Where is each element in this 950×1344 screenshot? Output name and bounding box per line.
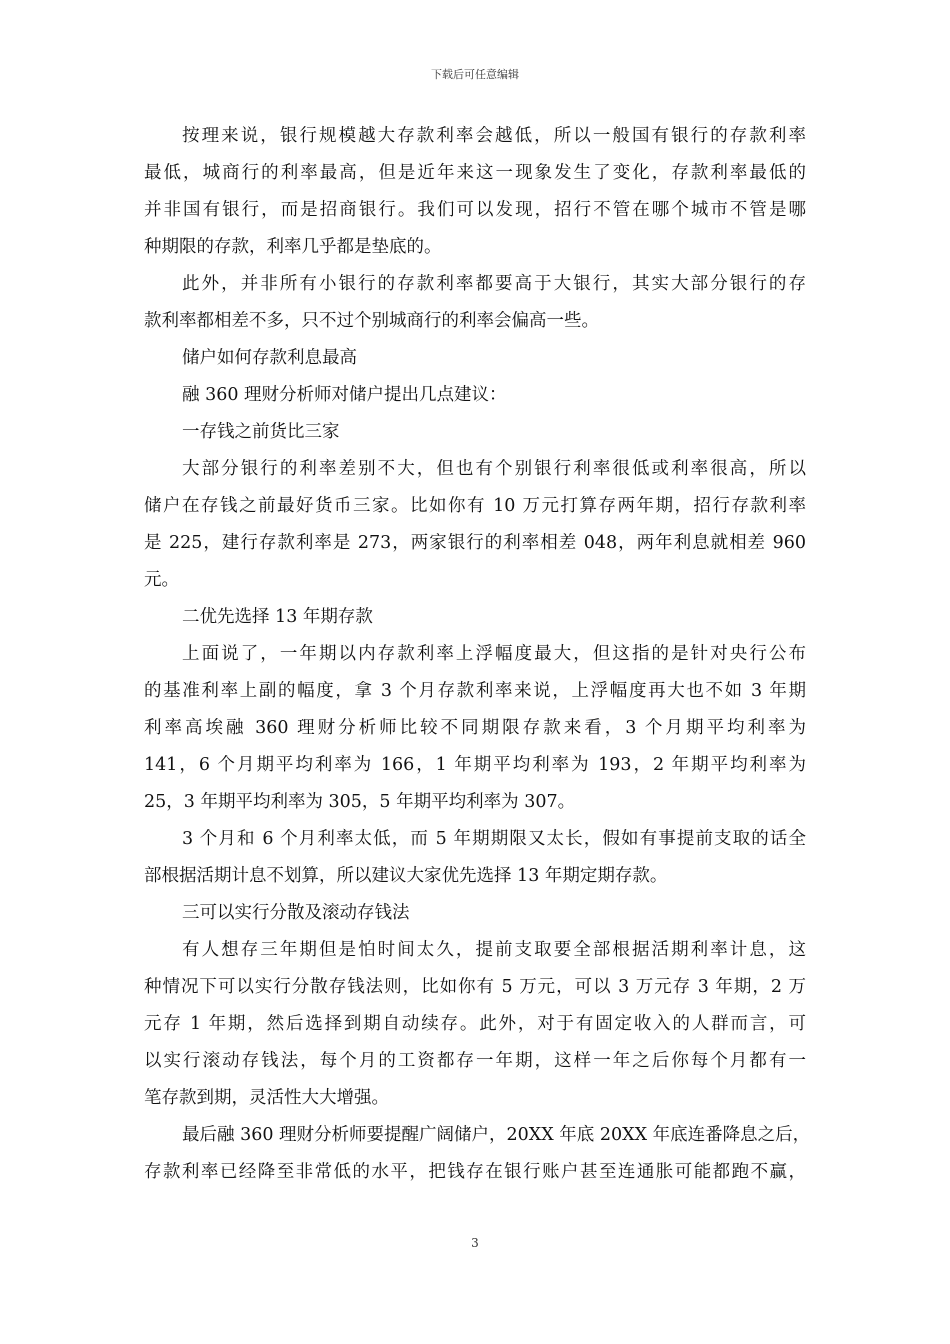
paragraph-line: 的基准利率上副的幅度，拿 3 个月存款利率来说，上浮幅度再大也不如 3 年期 <box>144 681 806 701</box>
paragraph-line: 种情况下可以实行分散存钱法则，比如你有 5 万元，可以 3 万元存 3 年期，2 万 <box>144 977 806 997</box>
paragraph-line: 并非国有银行，而是招商银行。我们可以发现，招行不管在哪个城市不管是哪 <box>144 200 806 220</box>
paragraph-line: 元存 1 年期，然后选择到期自动续存。此外，对于有固定收入的人群而言，可 <box>144 1014 806 1034</box>
paragraph-line: 按理来说，银行规模越大存款利率会越低，所以一般国有银行的存款利率 <box>182 126 806 146</box>
paragraph-line: 最后融 360 理财分析师要提醒广阔储户，20XX 年底 20XX 年底连番降息之后， <box>182 1125 811 1145</box>
paragraph-line: 笔存款到期，灵活性大大增强。 <box>144 1088 389 1108</box>
section-heading: 储户如何存款利息最高 <box>182 348 357 368</box>
page-header: 下载后可任意编辑 <box>431 68 519 81</box>
paragraph-line: 上面说了，一年期以内存款利率上浮幅度最大，但这指的是针对央行公布 <box>182 644 806 664</box>
paragraph-line: 利率高埃融 360 理财分析师比较不同期限存款来看，3 个月期平均利率为 <box>144 718 806 738</box>
paragraph-line: 存款利率已经降至非常低的水平，把钱存在银行账户甚至连通胀可能都跑不赢， <box>144 1162 806 1182</box>
paragraph-line: 元。 <box>144 570 179 590</box>
paragraph-line: 25，3 年期平均利率为 305，5 年期平均利率为 307。 <box>144 792 576 812</box>
paragraph-line: 大部分银行的利率差别不大，但也有个别银行利率很低或利率很高，所以 <box>182 459 806 479</box>
paragraph-line: 141，6 个月期平均利率为 166，1 年期平均利率为 193，2 年期平均利率为 <box>144 755 806 775</box>
paragraph-line: 3 个月和 6 个月利率太低，而 5 年期期限又太长，假如有事提前支取的话全 <box>182 829 806 849</box>
page-number: 3 <box>471 1236 479 1250</box>
paragraph-line: 储户在存钱之前最好货币三家。比如你有 10 万元打算存两年期，招行存款利率 <box>144 496 806 516</box>
paragraph-line: 部根据活期计息不划算，所以建议大家优先选择 13 年期定期存款。 <box>144 866 668 886</box>
paragraph-line: 种期限的存款，利率几乎都是垫底的。 <box>144 237 442 257</box>
section-heading: 二优先选择 13 年期存款 <box>182 607 373 627</box>
document-body <box>144 118 811 1191</box>
paragraph-line: 有人想存三年期但是怕时间太久，提前支取要全部根据活期利率计息，这 <box>182 940 806 960</box>
paragraph-line: 款利率都相差不多，只不过个别城商行的利率会偏高一些。 <box>144 311 599 331</box>
paragraph-line: 最低，城商行的利率最高，但是近年来这一现象发生了变化，存款利率最低的 <box>144 163 806 183</box>
paragraph-line: 此外，并非所有小银行的存款利率都要高于大银行，其实大部分银行的存 <box>182 274 806 294</box>
paragraph-line: 融 360 理财分析师对储户提出几点建议： <box>182 385 507 405</box>
section-heading: 三可以实行分散及滚动存钱法 <box>182 903 410 923</box>
paragraph-line: 以实行滚动存钱法，每个月的工资都存一年期，这样一年之后你每个月都有一 <box>144 1051 806 1071</box>
paragraph-line: 是 225，建行存款利率是 273，两家银行的利率相差 048，两年利息就相差 960 <box>144 533 806 553</box>
section-heading: 一存钱之前货比三家 <box>182 422 340 442</box>
